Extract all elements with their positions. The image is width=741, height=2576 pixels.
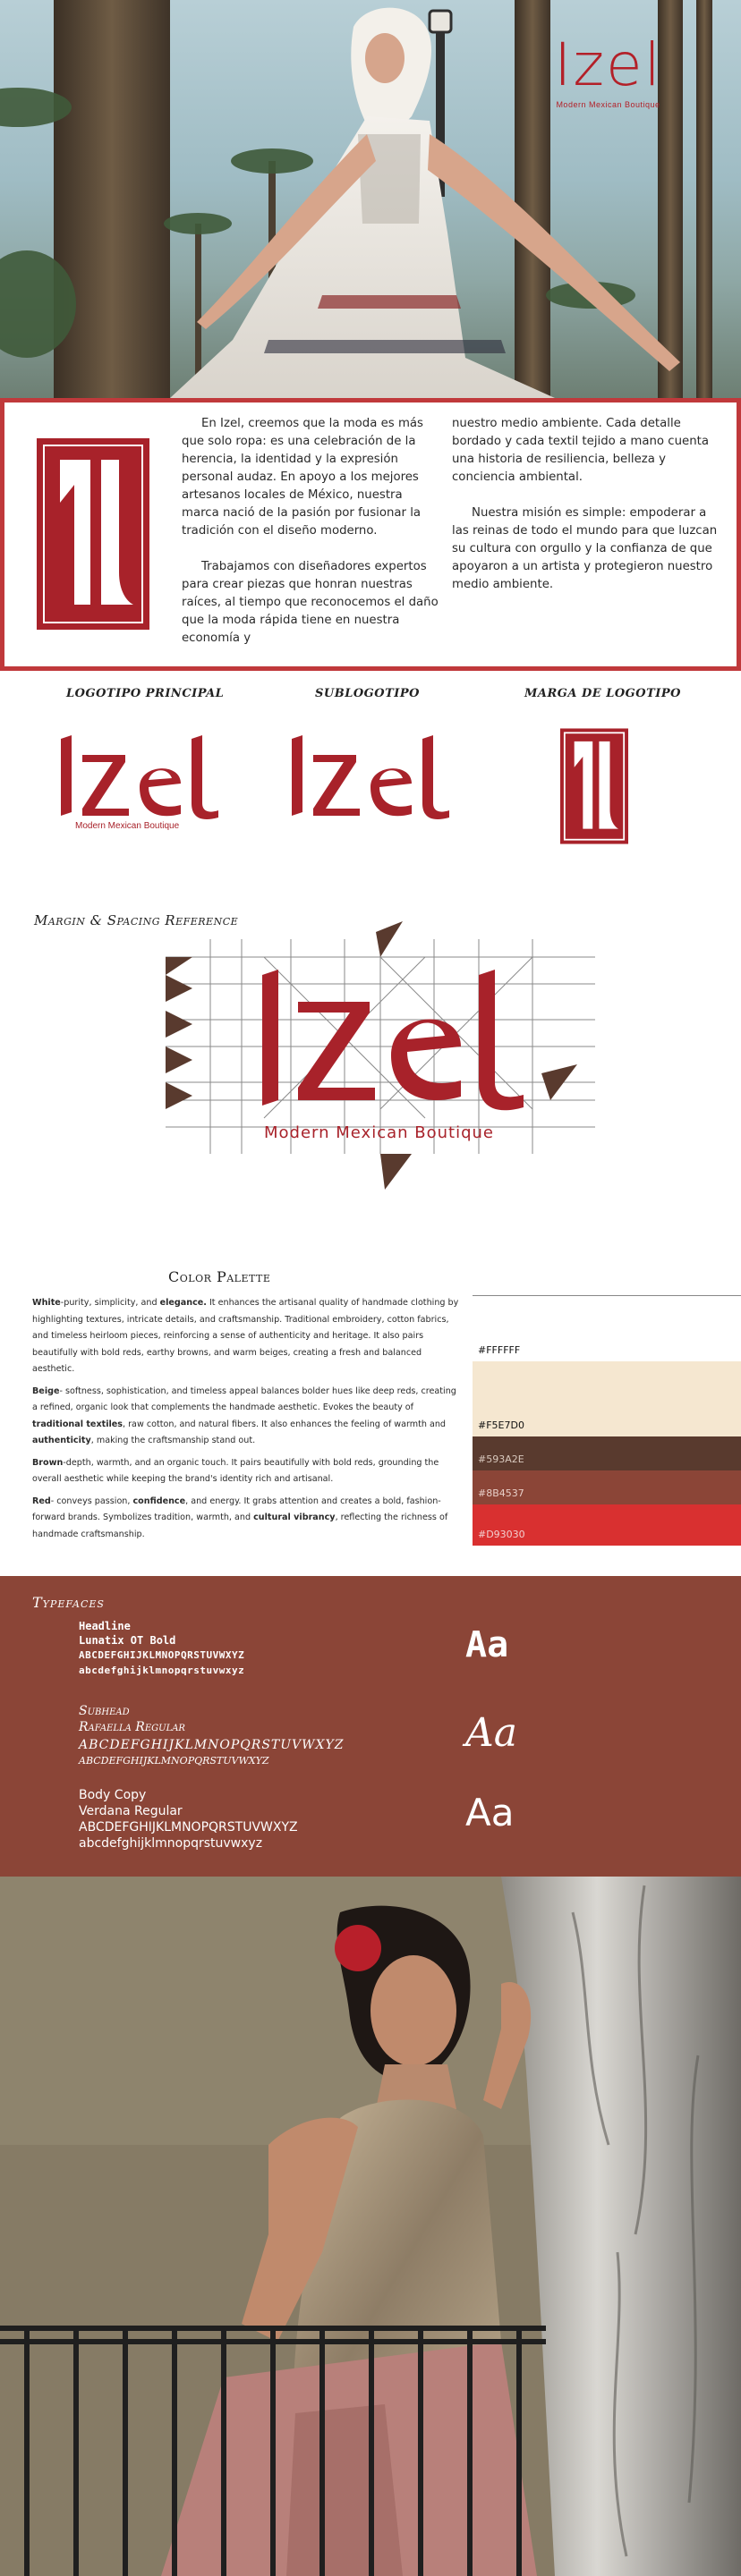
primary-logo — [55, 732, 234, 830]
beige-emphasis: authenticity — [32, 1436, 91, 1445]
white-lead: White — [32, 1298, 61, 1308]
logo-mark-label: MARGA DE LOGOTIPO — [524, 687, 681, 700]
beige-text: , making the craftsmanship stand out. — [90, 1436, 256, 1445]
beige-description — [32, 1384, 462, 1450]
swatch-label: #F5E7D0 — [478, 1419, 524, 1431]
body-upper: ABCDEFGHIJKLMNOPQRSTUVWXYZ — [79, 1820, 298, 1835]
subhead-typeface — [79, 1703, 344, 1767]
subhead-font: Rafaella Regular — [79, 1720, 185, 1734]
typefaces-section — [0, 1576, 741, 1877]
sub-logo-label: SUBLOGOTIPO — [315, 687, 420, 700]
color-swatches — [473, 1295, 741, 1546]
intro-panel — [0, 398, 741, 671]
swatch-label: #8B4537 — [478, 1487, 524, 1499]
primary-logo-tagline: Modern Mexican Boutique — [75, 821, 180, 830]
swatch-beige — [473, 1361, 741, 1436]
primary-logo-label: LOGOTIPO PRINCIPAL — [66, 687, 225, 700]
swatch-label: #593A2E — [478, 1453, 524, 1465]
hero-logo — [553, 30, 662, 109]
body-lower: abcdefghijklmnopqrstuvwxyz — [79, 1836, 263, 1851]
intro-paragraph: Trabajamos con diseñadores expertos para crear piezas que honran nuestras raíces, al tiempo que reconocemos el daño que la moda rápida tiene en nuestra economía y — [182, 560, 439, 645]
hero-photo — [0, 0, 741, 398]
margin-spacing-diagram — [157, 921, 604, 1225]
headline-lower: abcdefghijklmnopqrstuvwxyz — [79, 1665, 245, 1676]
white-description — [32, 1295, 462, 1378]
hero-logo-tagline: Modern Mexican Boutique — [556, 100, 660, 109]
white-emphasis: elegance. — [159, 1298, 207, 1308]
subhead-upper: ABCDEFGHIJKLMNOPQRSTUVWXYZ — [79, 1738, 345, 1752]
body-font: Verdana Regular — [79, 1804, 183, 1818]
logo-variants — [0, 716, 741, 877]
red-description — [32, 1494, 462, 1544]
subhead-sample: Aa — [465, 1710, 518, 1756]
diagram-tagline: Modern Mexican Boutique — [264, 1123, 494, 1142]
beige-text: - softness, sophistication, and timeless appeal balances bolder hues like deep reds, creating a refined, organic look that complements the handmade aesthetic. Evokes the beauty of — [32, 1385, 456, 1412]
typefaces-title: Typefaces — [32, 1594, 105, 1611]
hero-logo-wordmark: Izel — [553, 30, 662, 99]
headline-role: Headline — [79, 1620, 131, 1632]
red-lead: Red — [32, 1496, 51, 1506]
swatch-white — [473, 1295, 741, 1361]
red-emphasis: confidence — [132, 1496, 186, 1506]
palette-title: Color Palette — [168, 1268, 271, 1285]
swatch-brown — [473, 1436, 741, 1470]
bottom-photo — [0, 1877, 741, 2576]
logo-headings — [0, 687, 741, 705]
white-text: It enhances the artisanal quality of handmade clothing by highlighting textures, intricate details, and craftsmanship. Traditional embroidery, cotton fabrics, and timeless heirloom pieces, reinforcing a sense of authenticity and heritage. It also pairs beautifully with bold reds, earthy browns, and warm beiges, creating a fresh and balanced aesthetic. — [32, 1298, 459, 1374]
headline-upper: ABCDEFGHIJKLMNOPQRSTUVWXYZ — [79, 1649, 245, 1661]
logo-mark-icon — [37, 438, 149, 630]
bottom-scene — [0, 1877, 741, 2576]
headline-sample: Aa — [465, 1624, 509, 1665]
subhead-role: Subhead — [79, 1704, 130, 1718]
sub-logo — [286, 732, 465, 821]
intro-column-1 — [182, 415, 441, 665]
headline-font: Lunatix OT Bold — [79, 1634, 176, 1647]
beige-text: , raw cotton, and natural fibers. It also enhances the feeling of warmth and — [123, 1419, 447, 1429]
logo-mark — [560, 728, 628, 844]
body-typeface — [79, 1787, 298, 1852]
swatch-rust — [473, 1470, 741, 1504]
margin-section-title: Margin & Spacing Reference — [34, 912, 239, 928]
body-role: Body Copy — [79, 1788, 147, 1802]
brown-description — [32, 1455, 462, 1488]
white-text: -purity, simplicity, and — [60, 1298, 160, 1308]
brown-text: -depth, warmth, and an organic touch. It pairs beautifully with bold reds, grounding the overall aesthetic while keeping the brand's identity rich and artisanal. — [32, 1457, 439, 1484]
swatch-label: #D93030 — [478, 1529, 525, 1540]
swatch-label: #FFFFFF — [478, 1344, 521, 1356]
brown-lead: Brown — [32, 1457, 64, 1468]
red-text: - conveys passion, — [50, 1496, 133, 1506]
intro-paragraph: Nuestra misión es simple: empoderar a las reinas de todo el mundo para que luzcan su cultura con orgullo y la confianza de que apoyaron a un artista y protegieron nuestro medio ambiente. — [452, 506, 718, 591]
palette-descriptions — [32, 1295, 462, 1548]
subhead-lower: ABCDEFGHIJKLMNOPQRSTUVWXYZ — [79, 1755, 269, 1767]
beige-lead: Beige — [32, 1385, 60, 1396]
intro-paragraph: En Izel, creemos que la moda es más que solo ropa: es una celebración de la herencia, la identidad y la expresión personal audaz. En apoyo a los mejores artesanos locales de México, nuestra marca nació de la pasión por fusionar la tradición con el diseño moderno. — [182, 417, 423, 538]
headline-typeface — [79, 1619, 244, 1678]
intro-paragraph: nuestro medio ambiente. Cada detalle bordado y cada textil tejido a mano cuenta una historia de resiliencia, belleza y conciencia ambiental. — [452, 417, 709, 484]
red-text: , reflecting the richness of handmade craftsmanship. — [32, 1513, 448, 1539]
swatch-red — [473, 1504, 741, 1546]
beige-emphasis: traditional textiles — [32, 1419, 124, 1429]
body-sample: Aa — [465, 1791, 515, 1835]
red-emphasis: cultural vibrancy — [253, 1513, 336, 1522]
red-text: , and energy. It grabs attention and creates a bold, fashion-forward brands. Symbolizes tradition, warmth, and — [32, 1496, 441, 1522]
intro-column-2 — [452, 415, 722, 612]
